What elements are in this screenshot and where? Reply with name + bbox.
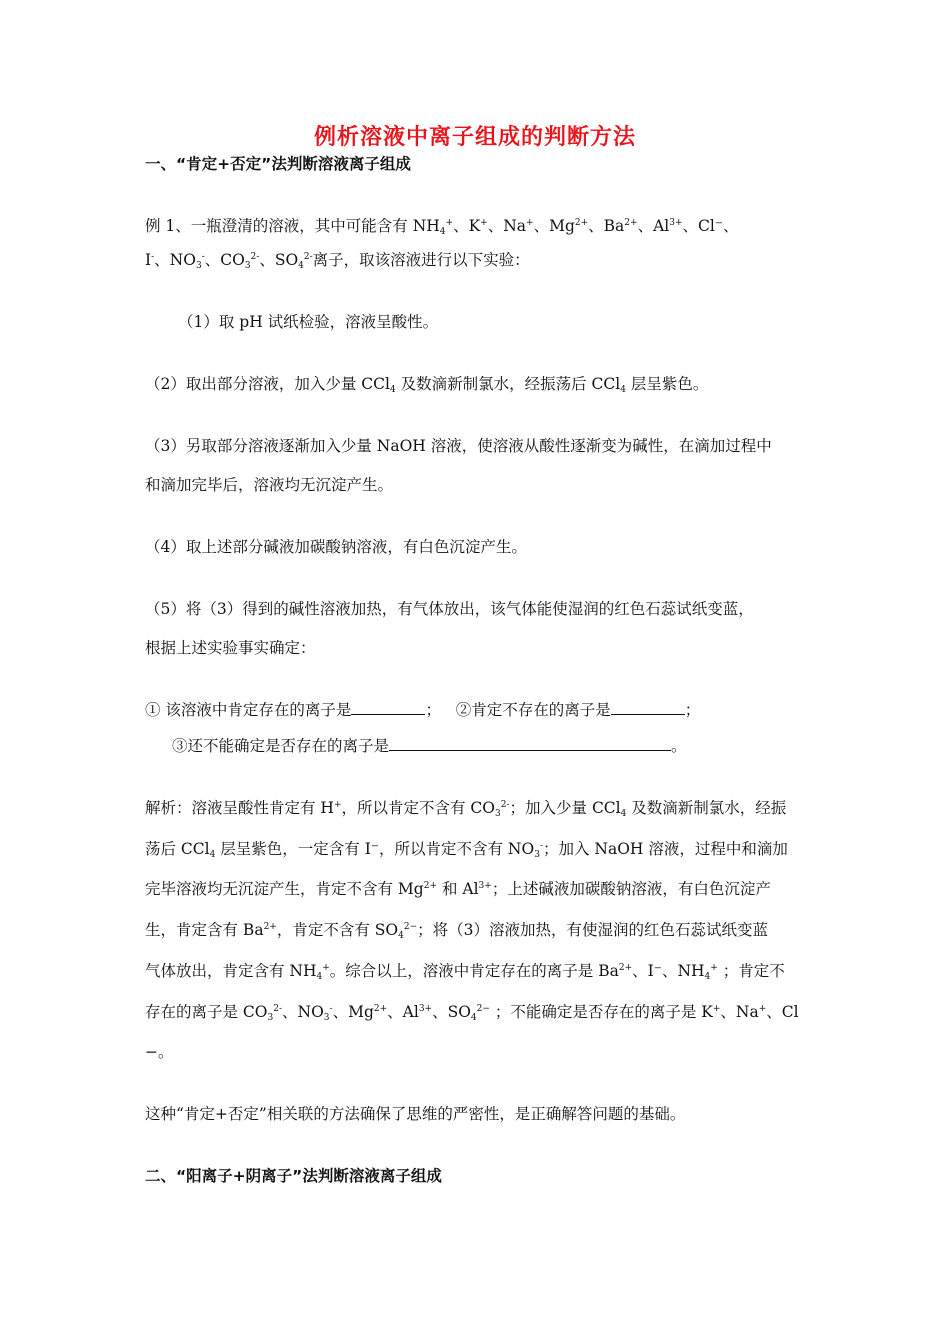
analysis-line-1: 解析：溶液呈酸性肯定有 H+，所以肯定不含有 $CO_3^{2-}$；加入少量 CCl$_4$ 及数滴新制氯水，经振 — [145, 799, 787, 819]
analysis-line-4: 生，肯定含有 $Ba^{2+}$，肯定不含有 $SO_4^{2-}$；将（3）溶液加热，有使湿润的红色石蕊试纸变蓝 — [145, 921, 768, 941]
step-5-line-2: 根据上述实验事实确定： — [145, 639, 316, 657]
analysis-line-5: 气体放出，肯定含有 $NH_4^+$。综合以上，溶液中肯定存在的离子是 $Ba^{2+}$、I⁻、$NH_4^+$ ；肯定不 — [145, 962, 785, 982]
step-3-line-2: 和滴加完毕后，溶液均无沉淀产生。 — [145, 476, 394, 494]
answer-blank-3[interactable] — [389, 749, 671, 751]
example-line-2: I-、$NO_3^-$、$CO_3^{2-}$、$SO_4^{2-}$离子，取该溶液进行以下实验： — [145, 251, 530, 271]
step-3-line-1: （3）另取部分溶液逐渐加入少量 NaOH 溶液，使溶液从酸性逐渐变为碱性，在滴加过程中 — [145, 437, 772, 455]
question-1: ① 该溶液中肯定存在的离子是 — [145, 701, 352, 719]
section-1-heading: 一、“肯定+否定”法判断溶液离子组成 — [145, 155, 411, 173]
question-2: ②肯定不存在的离子是 — [455, 701, 611, 719]
analysis-line-2: 荡后 CCl$_4$ 层呈紫色，一定含有 I⁻，所以肯定不含有 $NO_3^-$；加入 NaOH 溶液，过程中和滴加 — [145, 840, 788, 860]
question-3: ③还不能确定是否存在的离子是 。 — [172, 737, 687, 755]
answer-blank-1[interactable] — [351, 713, 425, 715]
step-1: （1）取 pH 试纸检验，溶液呈酸性。 — [178, 313, 439, 331]
analysis-line-3: 完毕溶液均无沉淀产生，肯定不含有 $Mg^{2+}$ 和 $Al^{3+}$；上述碱液加碳酸钠溶液，有白色沉淀产 — [145, 880, 771, 898]
analysis-line-6: 存在的离子是 $CO_3^{2-}$、$NO_3^-$、$Mg^{2+}$、$Al^{3+}$、$SO_4^{2-}$ ；不能确定是否存在的离子是 K+、Na+、Cl — [145, 1003, 799, 1023]
step-5-line-1: （5）将（3）得到的碱性溶液加热，有气体放出，该气体能使湿润的红色石蕊试纸变蓝， — [145, 600, 754, 618]
step-4: （4）取上述部分碱液加碳酸钠溶液，有白色沉淀产生。 — [145, 538, 527, 556]
question-1-2: ① 该溶液中肯定存在的离子是 ； ②肯定不存在的离子是 ； — [145, 701, 701, 719]
summary-text: 这种“肯定+否定”相关联的方法确保了思维的严密性，是正确解答问题的基础。 — [145, 1105, 686, 1123]
example-line-1: 例 1、一瓶澄清的溶液，其中可能含有 $NH_4^+$、K+、Na+、$Mg^{2+}$、$Ba^{2+}$、$Al^{3+}$、Cl⁻、 — [145, 217, 739, 237]
answer-blank-2[interactable] — [611, 713, 685, 715]
step-2: （2）取出部分溶液，加入少量 CCl$_4$ 及数滴新制氯水，经振荡后 CCl$_4$ 层呈紫色。 — [145, 375, 709, 395]
document-title: 例析溶液中离子组成的判断方法 — [313, 125, 636, 150]
section-2-heading: 二、“阳离子+阴离子”法判断溶液离子组成 — [145, 1167, 442, 1185]
analysis-line-7: −。 — [145, 1043, 174, 1061]
